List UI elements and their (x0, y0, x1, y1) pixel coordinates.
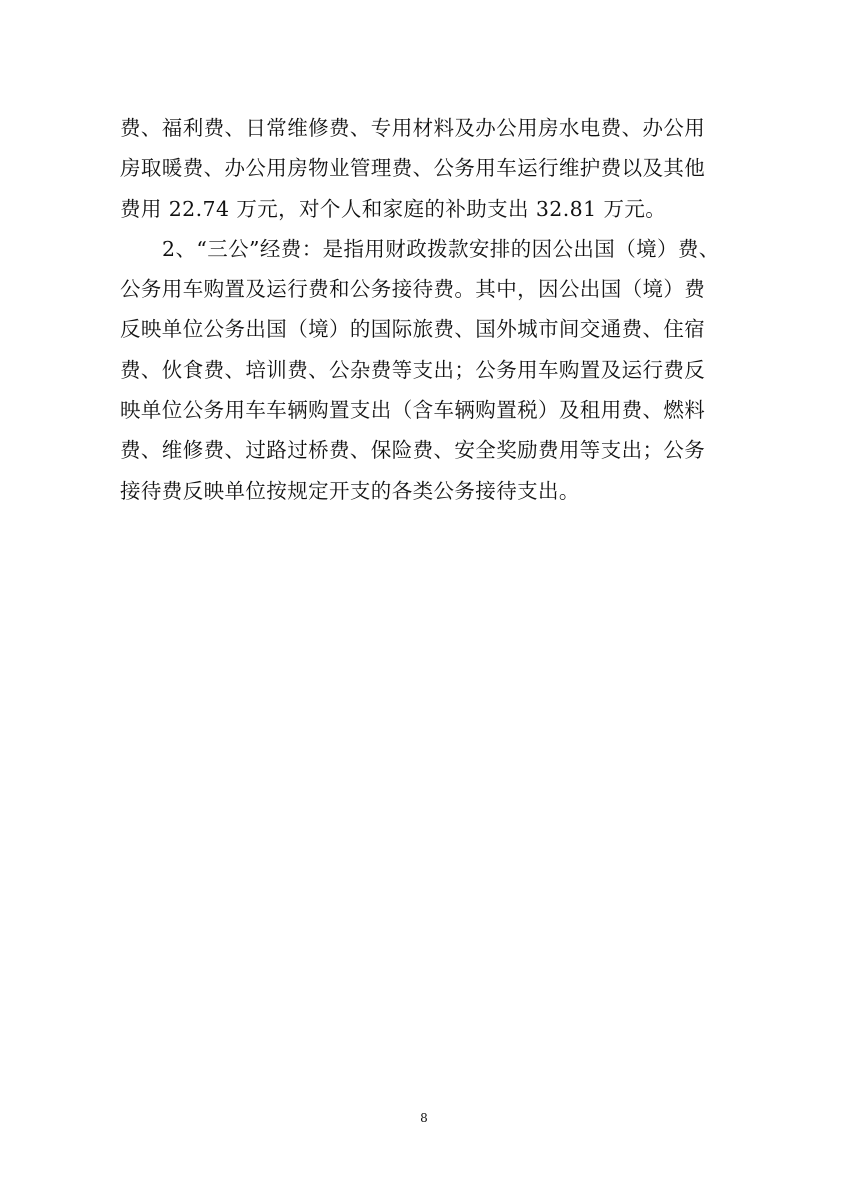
paragraph-start-line: 2、“三公”经费：是指用财政拨款安排的因公出国（境）费、 (162, 236, 720, 261)
text-line: 房取暖费、办公用房物业管理费、公务用车运行维护费以及其他 (120, 156, 706, 181)
text-line: 费、伙食费、培训费、公杂费等支出；公务用车购置及运行费反 (120, 357, 706, 382)
text-line: 反映单位公务出国（境）的国际旅费、国外城市间交通费、住宿 (120, 317, 706, 342)
text-line: 费、维修费、过路过桥费、保险费、安全奖励费用等支出；公务 (120, 438, 706, 463)
text-line: 接待费反映单位按规定开支的各类公务接待支出。 (120, 478, 580, 503)
text-line: 费、福利费、日常维修费、专用材料及办公用房水电费、办公用 (120, 116, 706, 140)
text-line: 映单位公务用车车辆购置支出（含车辆购置税）及租用费、燃料 (120, 398, 706, 423)
page-number: 8 (420, 1111, 428, 1125)
text-line: 公务用车购置及运行费和公务接待费。其中，因公出国（境）费 (120, 277, 706, 302)
body-text (120, 108, 760, 511)
text-line: 费用 22.74 万元，对个人和家庭的补助支出 32.81 万元。 (120, 196, 667, 221)
